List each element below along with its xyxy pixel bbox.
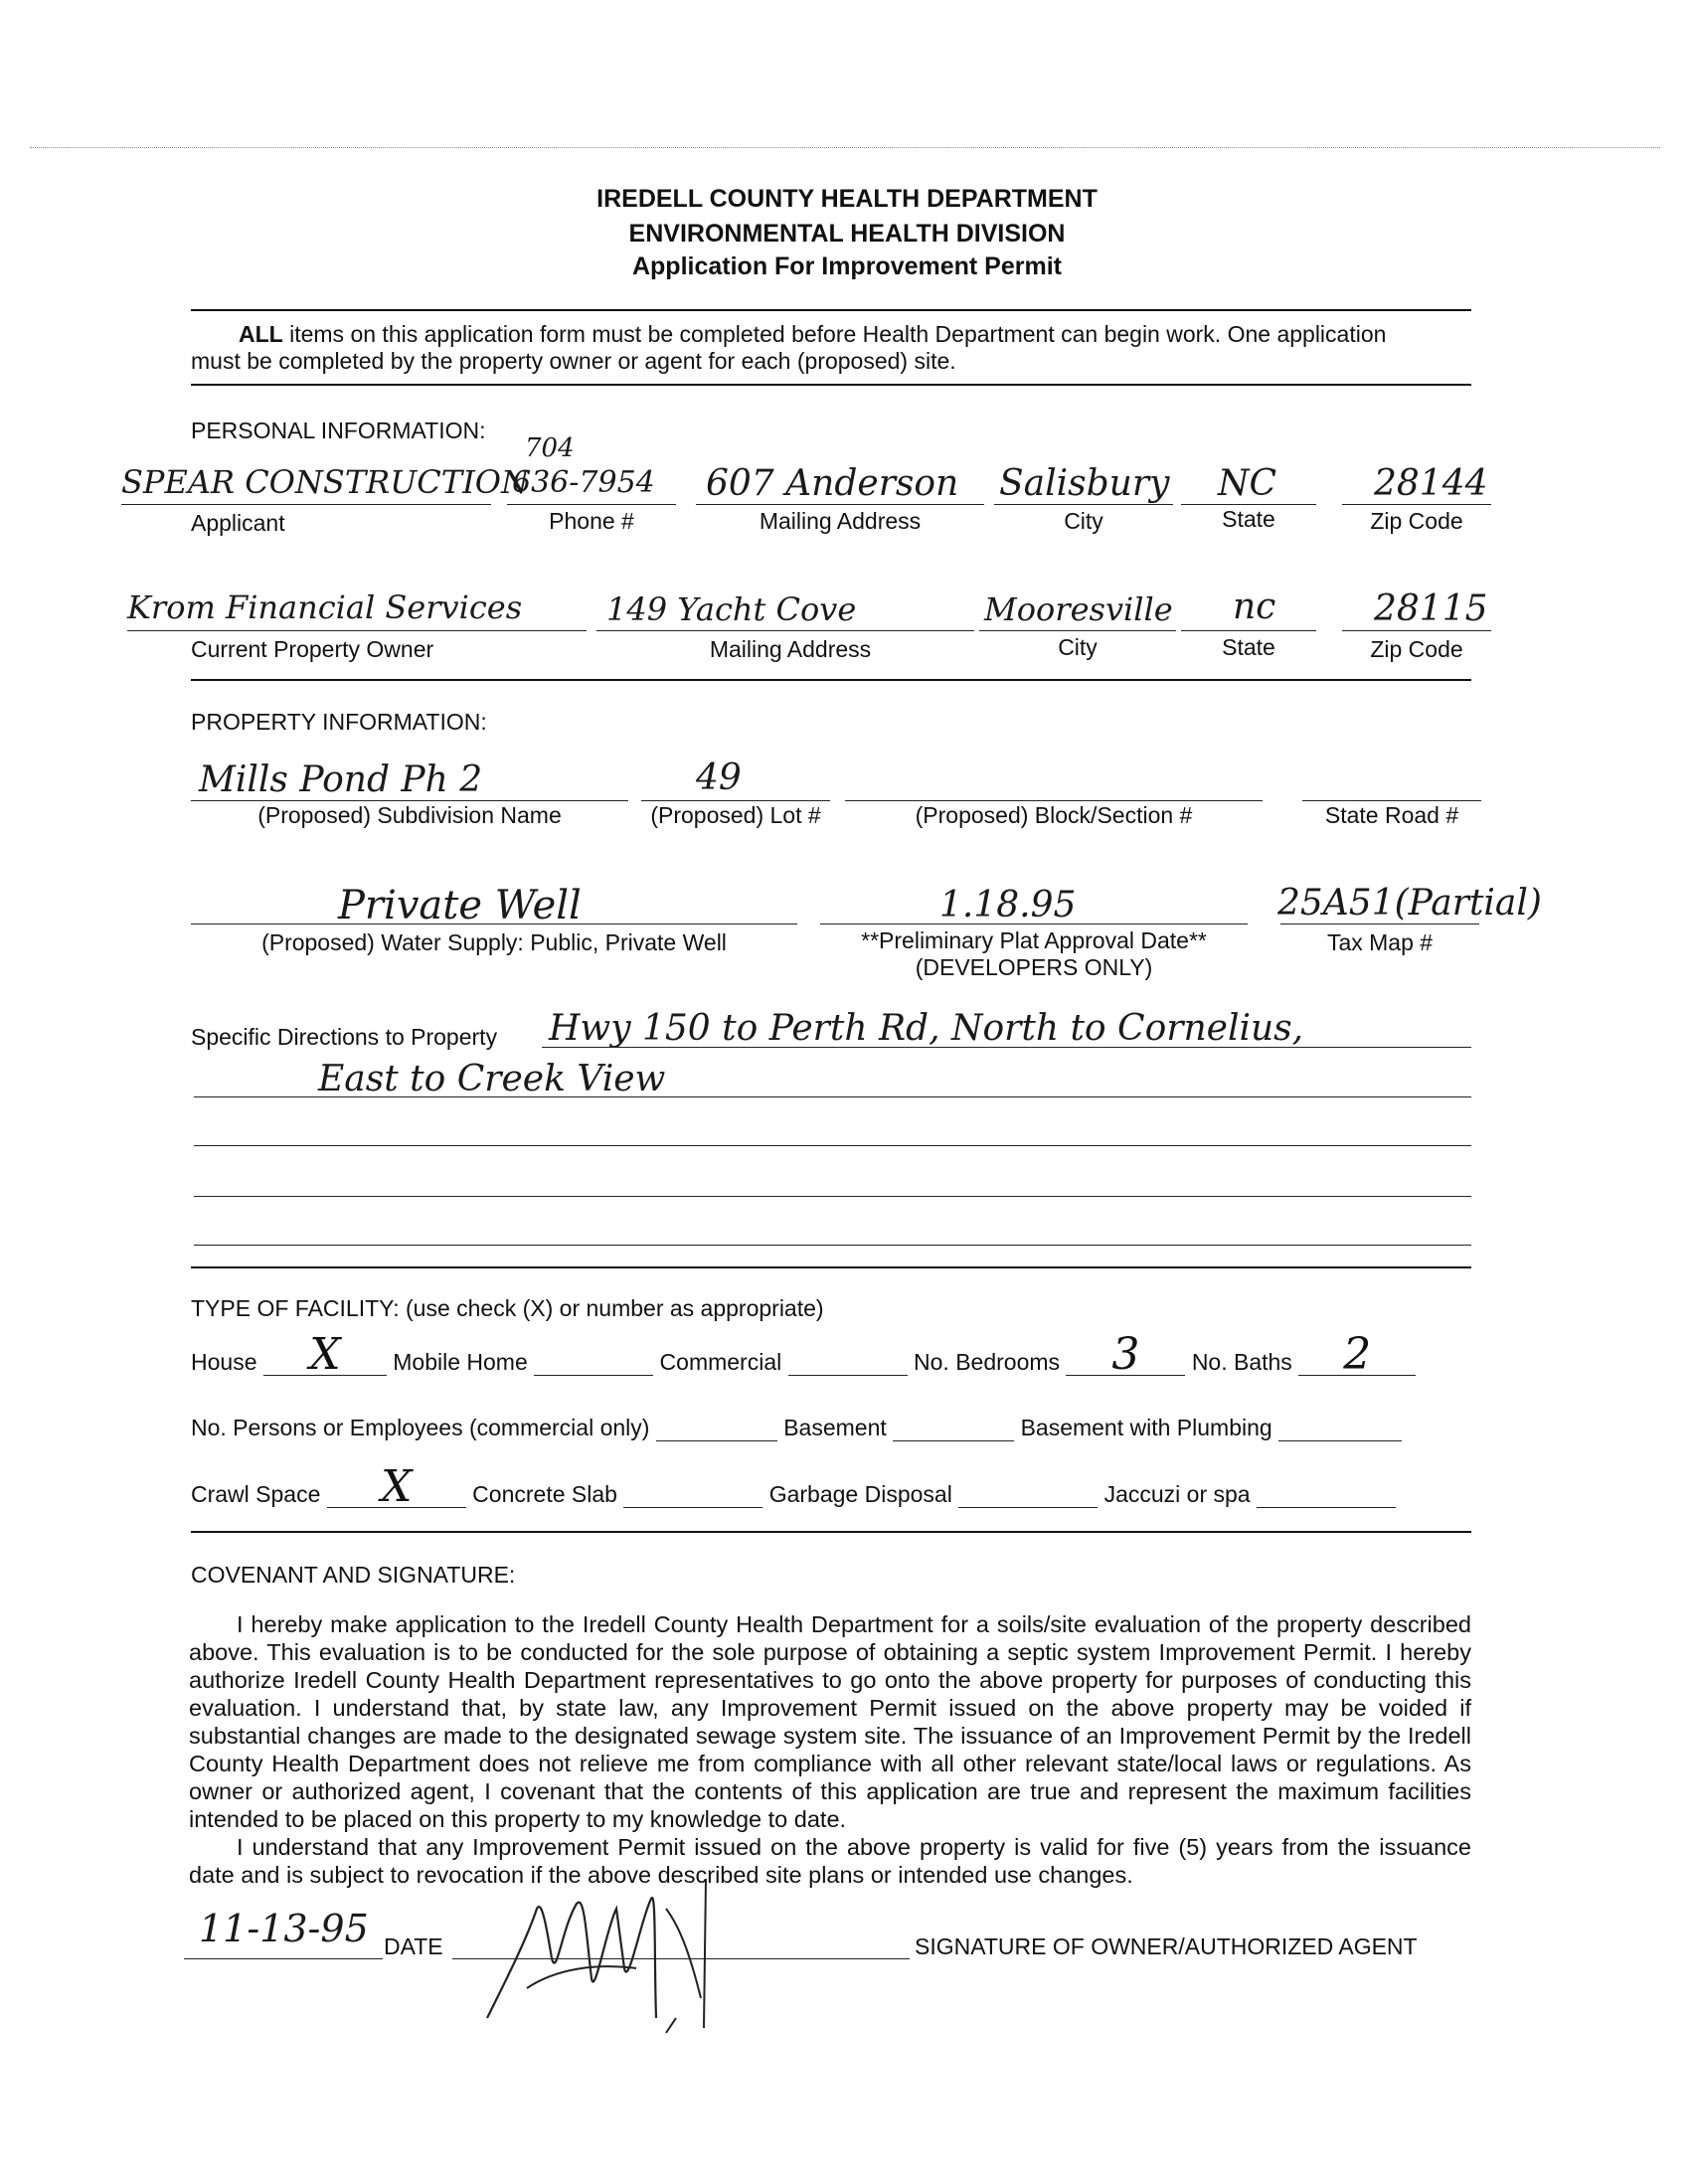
directions-line bbox=[194, 1096, 1471, 1097]
form-title: Application For Improvement Permit bbox=[631, 252, 1062, 280]
owner-zip-value[interactable]: 28115 bbox=[1374, 588, 1488, 629]
facility-row-1 bbox=[191, 1329, 1416, 1380]
directions-line bbox=[542, 1047, 1471, 1048]
state-line bbox=[1181, 504, 1316, 505]
commercial-label: Commercial bbox=[659, 1349, 782, 1375]
lot-label: (Proposed) Lot # bbox=[650, 802, 821, 828]
owner-city-value[interactable]: Mooresville bbox=[984, 590, 1173, 628]
baths-field[interactable] bbox=[1298, 1329, 1416, 1380]
bedrooms-label: No. Bedrooms bbox=[914, 1349, 1061, 1375]
applicant-city-value[interactable]: Salisbury bbox=[999, 463, 1170, 504]
facility-row-2 bbox=[191, 1415, 1402, 1441]
zip-line bbox=[1342, 504, 1491, 505]
mobile-home-label: Mobile Home bbox=[393, 1349, 528, 1375]
applicant-state-value[interactable]: NC bbox=[1218, 463, 1277, 504]
plat-date-value[interactable]: 1.18.95 bbox=[939, 885, 1077, 925]
intro-line2: must be completed by the property owner or agent for each (proposed) site. bbox=[191, 348, 956, 374]
owner-label: Current Property Owner bbox=[191, 636, 434, 662]
crawl-space-check: X bbox=[381, 1461, 413, 1512]
concrete-slab-field[interactable] bbox=[623, 1481, 762, 1508]
persons-label: No. Persons or Employees (commercial only) bbox=[191, 1415, 650, 1440]
bedrooms-value: 3 bbox=[1111, 1329, 1140, 1380]
phone-label: Phone # bbox=[549, 508, 634, 534]
block-label: (Proposed) Block/Section # bbox=[915, 802, 1193, 828]
concrete-slab-label: Concrete Slab bbox=[472, 1481, 617, 1507]
divider bbox=[191, 679, 1471, 681]
header-line2: ENVIRONMENTAL HEALTH DIVISION bbox=[628, 220, 1066, 248]
date-label: DATE bbox=[384, 1933, 443, 1959]
directions-line bbox=[194, 1145, 1471, 1146]
persons-field[interactable] bbox=[656, 1415, 777, 1441]
basement-plumbing-label: Basement with Plumbing bbox=[1020, 1415, 1272, 1440]
address-line bbox=[696, 504, 984, 505]
city-label: City bbox=[1064, 508, 1103, 534]
covenant-section-title: COVENANT AND SIGNATURE: bbox=[191, 1562, 516, 1588]
directions-line bbox=[194, 1196, 1471, 1197]
owner-state-label: State bbox=[1222, 634, 1275, 660]
basement-label: Basement bbox=[783, 1415, 887, 1440]
date-value[interactable]: 11-13-95 bbox=[199, 1907, 369, 1950]
bedrooms-field[interactable] bbox=[1066, 1329, 1185, 1380]
subdivision-value[interactable]: Mills Pond Ph 2 bbox=[199, 759, 483, 800]
date-line bbox=[184, 1958, 383, 1959]
lot-line bbox=[641, 800, 830, 801]
applicant-area-code: 704 bbox=[525, 433, 575, 463]
water-supply-value[interactable]: Private Well bbox=[338, 883, 582, 928]
applicant-address-value[interactable]: 607 Anderson bbox=[706, 463, 959, 504]
owner-state-value[interactable]: nc bbox=[1233, 587, 1276, 627]
jaccuzi-label: Jaccuzi or spa bbox=[1103, 1481, 1251, 1507]
divider bbox=[191, 1266, 1471, 1268]
city-line bbox=[994, 504, 1173, 505]
owner-zip-line bbox=[1342, 630, 1491, 631]
owner-line bbox=[127, 630, 587, 631]
commercial-field[interactable] bbox=[788, 1349, 908, 1376]
owner-city-label: City bbox=[1058, 634, 1098, 660]
directions-line bbox=[194, 1245, 1471, 1246]
signature-scribble bbox=[467, 1869, 765, 2038]
applicant-line bbox=[121, 504, 491, 505]
zip-label: Zip Code bbox=[1370, 508, 1463, 534]
basement-plumbing-field[interactable] bbox=[1278, 1415, 1402, 1441]
applicant-phone-value[interactable]: 636-7954 bbox=[512, 465, 655, 500]
garbage-disposal-field[interactable] bbox=[958, 1481, 1098, 1508]
basement-field[interactable] bbox=[893, 1415, 1014, 1441]
directions-line2-value[interactable]: East to Creek View bbox=[318, 1059, 666, 1099]
phone-line bbox=[507, 504, 676, 505]
house-check: X bbox=[309, 1329, 341, 1380]
directions-label: Specific Directions to Property bbox=[191, 1024, 498, 1050]
mobile-home-field[interactable] bbox=[534, 1349, 653, 1376]
lot-value[interactable]: 49 bbox=[696, 757, 742, 798]
divider bbox=[191, 384, 1471, 386]
directions-line1-value[interactable]: Hwy 150 to Perth Rd, North to Cornelius, bbox=[549, 1008, 1304, 1049]
property-section-title: PROPERTY INFORMATION: bbox=[191, 709, 487, 735]
jaccuzi-field[interactable] bbox=[1257, 1481, 1396, 1508]
subdivision-line bbox=[191, 800, 628, 801]
baths-value: 2 bbox=[1343, 1329, 1372, 1380]
covenant-paragraph-2: I understand that any Improvement Permit issued on the above property is valid for five (5) years from the issuance date and is subject to revocation if the above described site plans or intended use changes. bbox=[189, 1834, 1471, 1888]
owner-zip-label: Zip Code bbox=[1370, 636, 1463, 662]
covenant-paragraph-1: I hereby make application to the Iredell County Health Department for a soils/site evaluation of the property described above. This evaluation is to be conducted for the sole purpose of obtaining a septic system Improvement Permit. I hereby authorize Iredell County Health Department representatives to go onto the above property for purposes of conducting this evaluation. I understand that, by state law, any Improvement Permit issued on the above property may be voided if substantial changes are made to the designated sewage system site. The issuance of an Improvement Permit by the Iredell County Health Department does not relieve me from compliance with all other relevant state/local laws or regulations. As owner or authorized agent, I covenant that the contents of this application are true and represent the maximum facilities intended to be placed on this property to my knowledge to date. bbox=[189, 1611, 1471, 1832]
plat-label: **Preliminary Plat Approval Date** bbox=[861, 927, 1207, 953]
applicant-name-value[interactable]: SPEAR CONSTRUCTION bbox=[121, 463, 529, 501]
applicant-zip-value[interactable]: 28144 bbox=[1374, 463, 1488, 504]
subdivision-label: (Proposed) Subdivision Name bbox=[257, 802, 562, 828]
owner-name-value[interactable]: Krom Financial Services bbox=[127, 588, 523, 626]
owner-city-line bbox=[979, 630, 1176, 631]
divider bbox=[191, 1531, 1471, 1533]
crawl-space-label: Crawl Space bbox=[191, 1481, 321, 1507]
state-road-line bbox=[1302, 800, 1481, 801]
state-label: State bbox=[1222, 506, 1275, 532]
personal-section-title: PERSONAL INFORMATION: bbox=[191, 418, 486, 443]
perforation-line bbox=[30, 147, 1660, 148]
header-line1: IREDELL COUNTY HEALTH DEPARTMENT bbox=[596, 185, 1098, 213]
intro-line1: ALL items on this application form must be completed before Health Department can begin work. One application bbox=[239, 321, 1387, 347]
baths-label: No. Baths bbox=[1191, 1349, 1292, 1375]
facility-section-title: TYPE OF FACILITY: (use check (X) or number as appropriate) bbox=[191, 1295, 824, 1321]
applicant-label: Applicant bbox=[191, 510, 285, 536]
plat-note: (DEVELOPERS ONLY) bbox=[915, 954, 1153, 980]
tax-map-label: Tax Map # bbox=[1326, 929, 1434, 955]
facility-row-3 bbox=[191, 1461, 1396, 1512]
block-line bbox=[845, 800, 1263, 801]
owner-mailing-label: Mailing Address bbox=[709, 636, 872, 662]
garbage-disposal-label: Garbage Disposal bbox=[768, 1481, 952, 1507]
mailing-label: Mailing Address bbox=[759, 508, 922, 534]
tax-map-value[interactable]: 25A51(Partial) bbox=[1277, 883, 1542, 924]
water-label: (Proposed) Water Supply: Public, Private Well bbox=[261, 929, 727, 955]
signature-label: SIGNATURE OF OWNER/AUTHORIZED AGENT bbox=[915, 1933, 1418, 1959]
owner-address-line bbox=[596, 630, 974, 631]
house-label: House bbox=[191, 1349, 257, 1375]
house-field[interactable] bbox=[263, 1329, 387, 1380]
crawl-space-field[interactable] bbox=[327, 1461, 466, 1512]
owner-state-line bbox=[1181, 630, 1316, 631]
divider bbox=[191, 309, 1471, 311]
owner-address-value[interactable]: 149 Yacht Cove bbox=[606, 590, 857, 628]
state-road-label: State Road # bbox=[1324, 802, 1459, 828]
